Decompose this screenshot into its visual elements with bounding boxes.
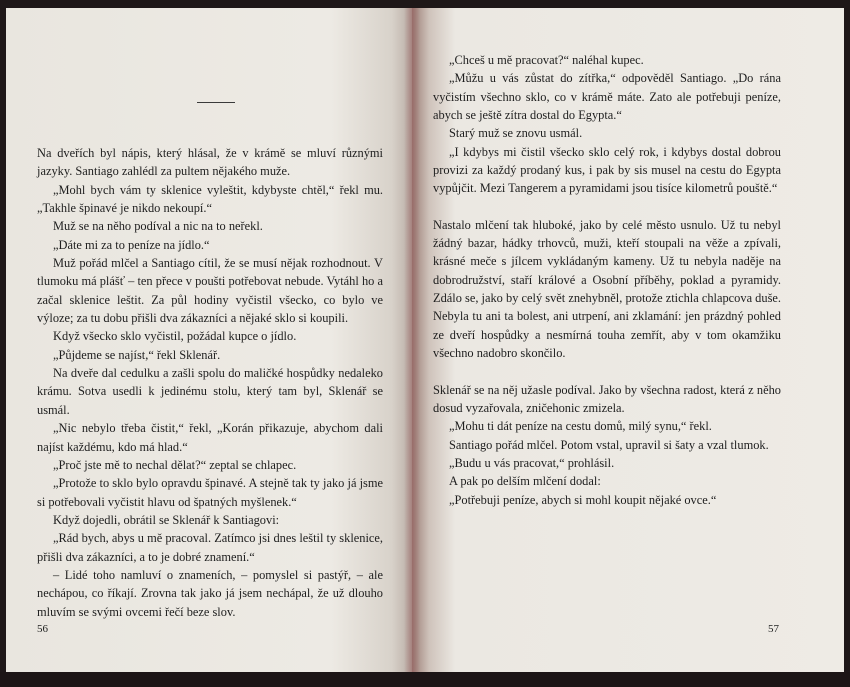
page-number: 57 bbox=[768, 623, 779, 635]
right-page-text bbox=[433, 51, 781, 509]
book-gutter bbox=[404, 8, 420, 672]
paragraph: „Nic nebylo třeba čistit,“ řekl, „Korán přikazuje, abychom dali najíst každému, kdo má hlad.“ bbox=[37, 421, 383, 454]
paragraph: A pak po delším mlčení dodal: bbox=[449, 474, 601, 489]
paragraph: Na dveřích byl nápis, který hlásal, že v krámě se mluví různými jazyky. Santiago zahlédl za pultem nějakého muže. bbox=[37, 146, 383, 179]
paragraph: „Mohl bych vám ty sklenice vyleštit, kdybyste chtěl,“ řekl mu. „Takhle špinavé je nikdo nekoupí.“ bbox=[37, 182, 383, 216]
paragraph: „Dáte mi za to peníze na jídlo.“ bbox=[53, 237, 210, 252]
paragraph: Sklenář se na něj užasle podíval. Jako by všechna radost, která z něho dosud vyzařovala, zničehonic zmizela. bbox=[433, 382, 781, 415]
paragraph: Muž se na něho podíval a nic na to neřekl. bbox=[53, 219, 263, 234]
left-page-text bbox=[37, 144, 383, 621]
paragraph: Muž pořád mlčel a Santiago cítil, že se musí nějak rozhodnout. V tlumoku má plášť – ten přece v poušti potřebovat nebude. Vytáhl ho a začal sklenice leštit. Za půl hodiny vyčistil všecko, co bylo ve výloze; za tu dobu přišli dva zákazníci a nějaké sklo si koupili. bbox=[37, 256, 383, 326]
paragraph: „Budu u vás pracovat,“ prohlásil. bbox=[449, 455, 615, 470]
paragraph: „Chceš u mě pracovat?“ naléhal kupec. bbox=[449, 53, 644, 67]
paragraph: Když všecko sklo vyčistil, požádal kupce o jídlo. bbox=[53, 329, 297, 344]
paragraph: Na dveře dal cedulku a zašli spolu do maličké hospůdky nedaleko krámu. Sotva usedli k jedinému stolu, který tam byl, Sklenář se usmál. bbox=[37, 366, 383, 417]
page-number: 56 bbox=[37, 623, 48, 635]
paragraph: „Potřebuji peníze, abych si mohl koupit nějaké ovce.“ bbox=[449, 492, 717, 507]
paragraph: Když dojedli, obrátil se Sklenář k Santiagovi: bbox=[53, 512, 280, 527]
paragraph: Starý muž se znovu usmál. bbox=[449, 126, 583, 141]
bottom-background bbox=[0, 672, 850, 687]
section-divider-line bbox=[197, 102, 235, 103]
paragraph: Santiago pořád mlčel. Potom vstal, upravil si šaty a vzal tlumok. bbox=[449, 437, 769, 452]
right-page bbox=[412, 8, 844, 672]
paragraph: Nastalo mlčení tak hluboké, jako by celé město usnulo. Už tu nebyl žádný bazar, hádky trhovců, muži, kteří stoupali na věže a zpívali, krásné meče s jílcem vykládaným kameny. Už tu nebyla naděje na dobrodružství, staří králové a Osobní příběhy, poklad a pyramidy. Zdálo se, jako by celý svět znehybněl, protože ztichla chlapcova duše. Nebyla tu ani ta bolest, ani utrpení, ani zklamání: jen prázdný pohled ze dveří hospůdky a nesmírná touha zemřít, aby v tom okamžiku všechno nadobro skončilo. bbox=[433, 217, 781, 361]
left-page bbox=[6, 8, 412, 672]
paragraph: „I kdybys mi čistil všecko sklo celý rok, i kdybys dostal dobrou provizi za každý prodaný kus, i pak by sis musel na cestu do Egypta vypůjčit. Mezi Tangerem a pyramidami jsou tisíce kilometrů pouště.“ bbox=[433, 144, 781, 196]
paragraph: – Lidé toho namluví o znameních, – pomyslel si pastýř, – ale nechápou, co říkají. Zrovna tak jako já jsem nechápal, že už dlouho mluvím se svými ovcemi řečí beze slov. bbox=[37, 567, 383, 619]
paragraph: „Mohu ti dát peníze na cestu domů, milý synu,“ řekl. bbox=[449, 419, 712, 434]
paragraph: „Půjdeme se najíst,“ řekl Sklenář. bbox=[53, 347, 221, 362]
paragraph: „Proč jste mě to nechal dělat?“ zeptal se chlapec. bbox=[53, 457, 297, 472]
paragraph: „Rád bych, abys u mě pracoval. Zatímco jsi dnes leštil ty sklenice, přišli dva zákazníci, a to je dobré znamení.“ bbox=[37, 531, 383, 564]
paragraph: „Můžu u vás zůstat do zítřka,“ odpověděl Santiago. „Do rána vyčistím všechno sklo, co v krámě máte. Zato ale potřebuji peníze, abych se ještě zítra dostal do Egypta.“ bbox=[433, 71, 781, 123]
paragraph: „Protože to sklo bylo opravdu špinavé. A stejně tak ty jako já jsme si potřebovali vyčistit hlavu od špatných myšlenek.“ bbox=[37, 476, 383, 509]
